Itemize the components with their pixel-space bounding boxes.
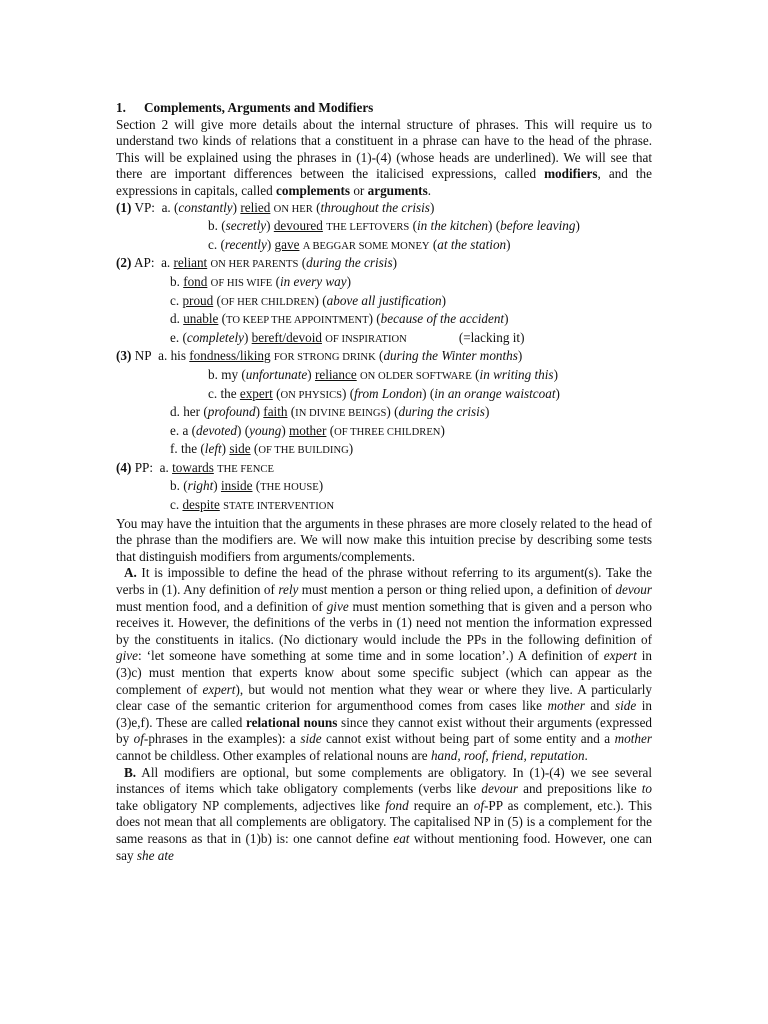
- test-a-paragraph: [116, 565, 652, 764]
- modifier: secretly: [225, 218, 267, 234]
- intro-paragraph: [116, 117, 652, 200]
- text: a.: [159, 459, 173, 475]
- example-1b: [116, 218, 652, 237]
- mention-word: of-: [473, 797, 489, 813]
- text: must mention food, and a definition of: [116, 598, 327, 614]
- head-word: faith: [263, 404, 288, 420]
- text: ) (: [342, 385, 355, 401]
- section-title: Complements, Arguments and Modifiers: [144, 100, 374, 115]
- complement: TO KEEP THE APPOINTMENT: [226, 315, 369, 327]
- text: (: [298, 255, 307, 271]
- head-word: gave: [274, 236, 300, 252]
- text: ) (: [488, 218, 501, 234]
- modifier: unfortunate: [245, 366, 308, 382]
- modifier: profound: [207, 404, 256, 420]
- mention-word: fond: [385, 797, 409, 813]
- mention-word: eat: [393, 830, 410, 846]
- text: (: [409, 218, 417, 234]
- head-word: expert: [239, 385, 273, 401]
- text: (: [287, 404, 296, 420]
- example-3b: [116, 367, 652, 386]
- example-3c: [116, 386, 652, 405]
- complement: ON HER PARENTS: [210, 259, 299, 271]
- text: ): [504, 311, 509, 327]
- modifier: young: [249, 422, 282, 438]
- text: take obligatory NP complements, adjectives like: [116, 797, 386, 813]
- text: (: [429, 236, 438, 252]
- mention-word: she ate: [136, 847, 174, 863]
- example-number: (1): [116, 199, 132, 215]
- text: a. his: [158, 348, 190, 364]
- modifier: left: [204, 441, 222, 457]
- text: d. her (: [170, 404, 208, 420]
- text: ): [266, 236, 275, 252]
- complement: A BEGGAR SOME MONEY: [302, 240, 430, 252]
- text: ): [213, 478, 221, 494]
- mention-word: expert: [202, 681, 236, 697]
- term-relational-nouns: relational nouns: [246, 714, 338, 730]
- head-word: despite: [182, 497, 220, 513]
- mention-word: hand, roof, friend, reputation: [430, 747, 585, 763]
- text: b. (: [170, 478, 188, 494]
- modifier: in an orange waistcoat: [434, 385, 556, 401]
- text: ): [255, 404, 264, 420]
- text: ): [429, 199, 435, 215]
- text: (: [272, 385, 281, 401]
- document-page: [116, 100, 652, 864]
- text: b.: [170, 273, 184, 289]
- text: ): [346, 273, 352, 289]
- head-word: unable: [183, 311, 219, 327]
- text: c. (: [208, 236, 225, 252]
- head-word: reliant: [173, 255, 208, 271]
- text: a.: [161, 255, 174, 271]
- term-modifiers: modifiers: [544, 166, 598, 182]
- text: (: [218, 311, 227, 327]
- text: (: [326, 422, 335, 438]
- example-2c: [116, 293, 652, 312]
- text: a. (: [161, 199, 179, 215]
- example-3d: [116, 404, 652, 423]
- mention-word: rely: [278, 582, 299, 598]
- text: in (3)e,f). These are called: [116, 698, 652, 730]
- modifier: devoted: [196, 422, 238, 438]
- mention-word: give: [326, 598, 349, 614]
- text: (: [252, 478, 261, 494]
- mention-word: of-: [133, 731, 149, 747]
- complement: ON HER: [273, 203, 313, 215]
- test-label: B.: [124, 764, 137, 780]
- head-word: bereft/devoid: [251, 329, 322, 345]
- text: ): [517, 348, 523, 364]
- text: It is impossible to define the head of the phrase without referring to its argument(s). Take the verbs in (1). Any definition of: [116, 565, 652, 598]
- head-word: fondness/liking: [189, 348, 271, 364]
- mention-word: give: [116, 648, 138, 664]
- term-complements: complements: [276, 182, 351, 198]
- head-word: inside: [220, 478, 253, 494]
- text: c.: [170, 292, 183, 308]
- text: PP as complement, etc.). This does not mean that all complements are obligatory. The capitalised NP in (5) is a complement for the same reasons as that in (1)b) is: one cannot define: [116, 797, 652, 846]
- complement: OF HIS WIFE: [210, 277, 273, 289]
- example-2b: [116, 274, 652, 293]
- modifier: constantly: [178, 199, 233, 215]
- example-1c: [116, 237, 652, 256]
- test-b-paragraph: [116, 765, 652, 865]
- example-4a: [116, 460, 652, 479]
- text: must mention something that is given and a person who receives it. However, the definitions of the verbs in (1) need not mention the information expressed by the constituents in italics. (No dictionary would include the PPs in the following definition of: [116, 598, 652, 647]
- text: .: [584, 747, 588, 763]
- modifier: right: [187, 478, 214, 494]
- text: f. the (: [170, 441, 205, 457]
- example-2d: [116, 311, 652, 330]
- text: .: [427, 182, 431, 198]
- text: c. the: [208, 385, 240, 401]
- text: and: [584, 698, 615, 714]
- example-3e: [116, 423, 652, 442]
- complement: THE HOUSE: [260, 482, 319, 494]
- text: and prepositions like: [517, 781, 642, 797]
- text: cannot be childless. Other examples of relational nouns are: [116, 747, 431, 763]
- test-label: A.: [124, 565, 137, 581]
- mention-word: devour: [481, 781, 518, 797]
- modifier: before leaving: [500, 218, 576, 234]
- gloss: (=lacking it): [458, 329, 525, 345]
- text: ): [392, 255, 397, 271]
- modifier: throughout the crisis: [320, 199, 430, 215]
- modifier: because of the accident: [380, 311, 505, 327]
- text: ): [506, 236, 511, 252]
- example-4c: [116, 497, 652, 516]
- term-arguments: arguments: [367, 182, 428, 198]
- category-label: AP:: [131, 255, 155, 271]
- section-number: 1.: [116, 100, 126, 115]
- example-3f: [116, 441, 652, 460]
- text: (: [375, 348, 384, 364]
- example-4b: [116, 478, 652, 497]
- text: All modifiers are optional, but some complements are obligatory. In (1)-(4) we see several instances of items which take obligatory complements (verbs like: [116, 764, 652, 797]
- modifier: during the crisis: [306, 255, 393, 271]
- text: ): [575, 218, 580, 234]
- modifier: from London: [354, 385, 423, 401]
- text: ) (: [237, 422, 250, 438]
- text: e. a (: [170, 422, 196, 438]
- complement: OF THE BUILDING: [258, 445, 349, 457]
- text: require an: [408, 797, 474, 813]
- text: c.: [170, 497, 183, 513]
- complement: ON OLDER SOFTWARE: [360, 370, 472, 382]
- text: phrases in the examples): a: [148, 731, 301, 747]
- text: Section 2 will give more details about the internal structure of phrases. This will require us to understand two kinds of relations that a constituent in a phrase can have to the head of the phrase. This will be explained using the phrases in (1)-(4) (whose heads are underlined). We will see that there are important differences between the italicised expressions, called: [116, 116, 652, 182]
- modifier: in writing this: [479, 366, 554, 382]
- complement: STATE INTERVENTION: [223, 501, 335, 513]
- example-number: (2): [116, 255, 132, 271]
- complement: OF THREE CHILDREN: [334, 426, 441, 438]
- intuition-paragraph: You may have the intuition that the arguments in these phrases are more closely related to the head of the phrase than the modifiers are. We will now make this intuition precise by describing some tests that distinguish modifiers from arguments/complements.: [116, 515, 652, 564]
- text: ): [348, 441, 354, 457]
- text: in (3)c) must mention that experts know about some specific subject (which can appear as the complement of: [116, 648, 652, 697]
- complement: THE LEFTOVERS: [326, 222, 410, 234]
- text: ): [281, 422, 290, 438]
- text: ): [484, 404, 490, 420]
- text: (: [312, 199, 321, 215]
- text: ) (: [422, 385, 435, 401]
- text: since they cannot exist without their arguments (expressed by: [116, 714, 653, 747]
- text: ): [221, 441, 230, 457]
- example-1a: [116, 200, 652, 219]
- text: or: [350, 182, 368, 198]
- mention-word: mother: [547, 698, 585, 714]
- example-2a: [116, 255, 652, 274]
- text: (: [213, 292, 221, 308]
- complement: THE FENCE: [217, 463, 274, 475]
- text: ) (: [314, 292, 327, 308]
- text: ): [232, 199, 241, 215]
- mention-word: expert: [603, 648, 637, 664]
- category-label: VP:: [131, 199, 155, 215]
- head-word: proud: [182, 292, 214, 308]
- text: ): [555, 385, 560, 401]
- section-heading: [116, 100, 652, 117]
- complement: OF INSPIRATION: [325, 333, 407, 345]
- complement: OF HER CHILDREN: [220, 296, 315, 308]
- text: ) (: [368, 311, 381, 327]
- category-label: PP:: [131, 459, 154, 475]
- modifier: recently: [224, 236, 267, 252]
- text: : ‘let someone have something at some time and in some location’.) A definition of: [137, 648, 604, 664]
- mention-word: to: [641, 781, 652, 797]
- head-word: devoured: [273, 218, 323, 234]
- text: ): [318, 478, 324, 494]
- modifier: in every way: [279, 273, 347, 289]
- text: must mention a person or thing relied upon, a definition of: [298, 582, 616, 598]
- complement: FOR STRONG DRINK: [273, 352, 376, 364]
- head-word: side: [229, 441, 251, 457]
- head-word: relied: [240, 199, 271, 215]
- head-word: towards: [172, 459, 214, 475]
- modifier: in the kitchen: [416, 218, 489, 234]
- head-word: fond: [183, 273, 208, 289]
- example-3a: [116, 348, 652, 367]
- modifier: during the crisis: [398, 404, 485, 420]
- modifier: above all justification: [326, 292, 442, 308]
- modifier: completely: [186, 329, 244, 345]
- mention-word: mother: [614, 731, 653, 747]
- text: (: [250, 441, 259, 457]
- head-word: reliance: [314, 366, 357, 382]
- text: b. (: [208, 218, 226, 234]
- complement: IN DIVINE BEINGS: [295, 408, 387, 420]
- text: ): [440, 422, 445, 438]
- text: cannot exist without being part of some entity and a: [321, 731, 615, 747]
- text: ), but would not mention what they wear or where they live. A particularly clear case of the semantic criterion for argumenthood comes from cases like: [116, 681, 652, 714]
- category-label: NP: [131, 348, 152, 364]
- text: without mentioning food. However, one can say: [116, 830, 652, 863]
- text: ): [266, 218, 274, 234]
- text: ): [307, 366, 315, 382]
- text: e. (: [170, 329, 187, 345]
- text: b. my (: [208, 366, 246, 382]
- text: (: [471, 366, 480, 382]
- text: (: [272, 273, 280, 289]
- text: ): [243, 329, 252, 345]
- head-word: mother: [289, 422, 327, 438]
- example-number: (4): [116, 459, 132, 475]
- mention-word: side: [300, 731, 322, 747]
- mention-word: devour: [615, 582, 652, 598]
- complement: ON PHYSICS: [280, 389, 343, 401]
- text: ): [553, 366, 558, 382]
- text: , and the expressions in capitals, called: [116, 166, 653, 198]
- text: ): [441, 292, 447, 308]
- example-2e: [116, 330, 652, 349]
- text: d.: [170, 311, 184, 327]
- mention-word: side: [614, 698, 637, 714]
- text: ) (: [386, 404, 399, 420]
- modifier: during the Winter months: [383, 348, 518, 364]
- modifier: at the station: [437, 236, 507, 252]
- example-number: (3): [116, 348, 132, 364]
